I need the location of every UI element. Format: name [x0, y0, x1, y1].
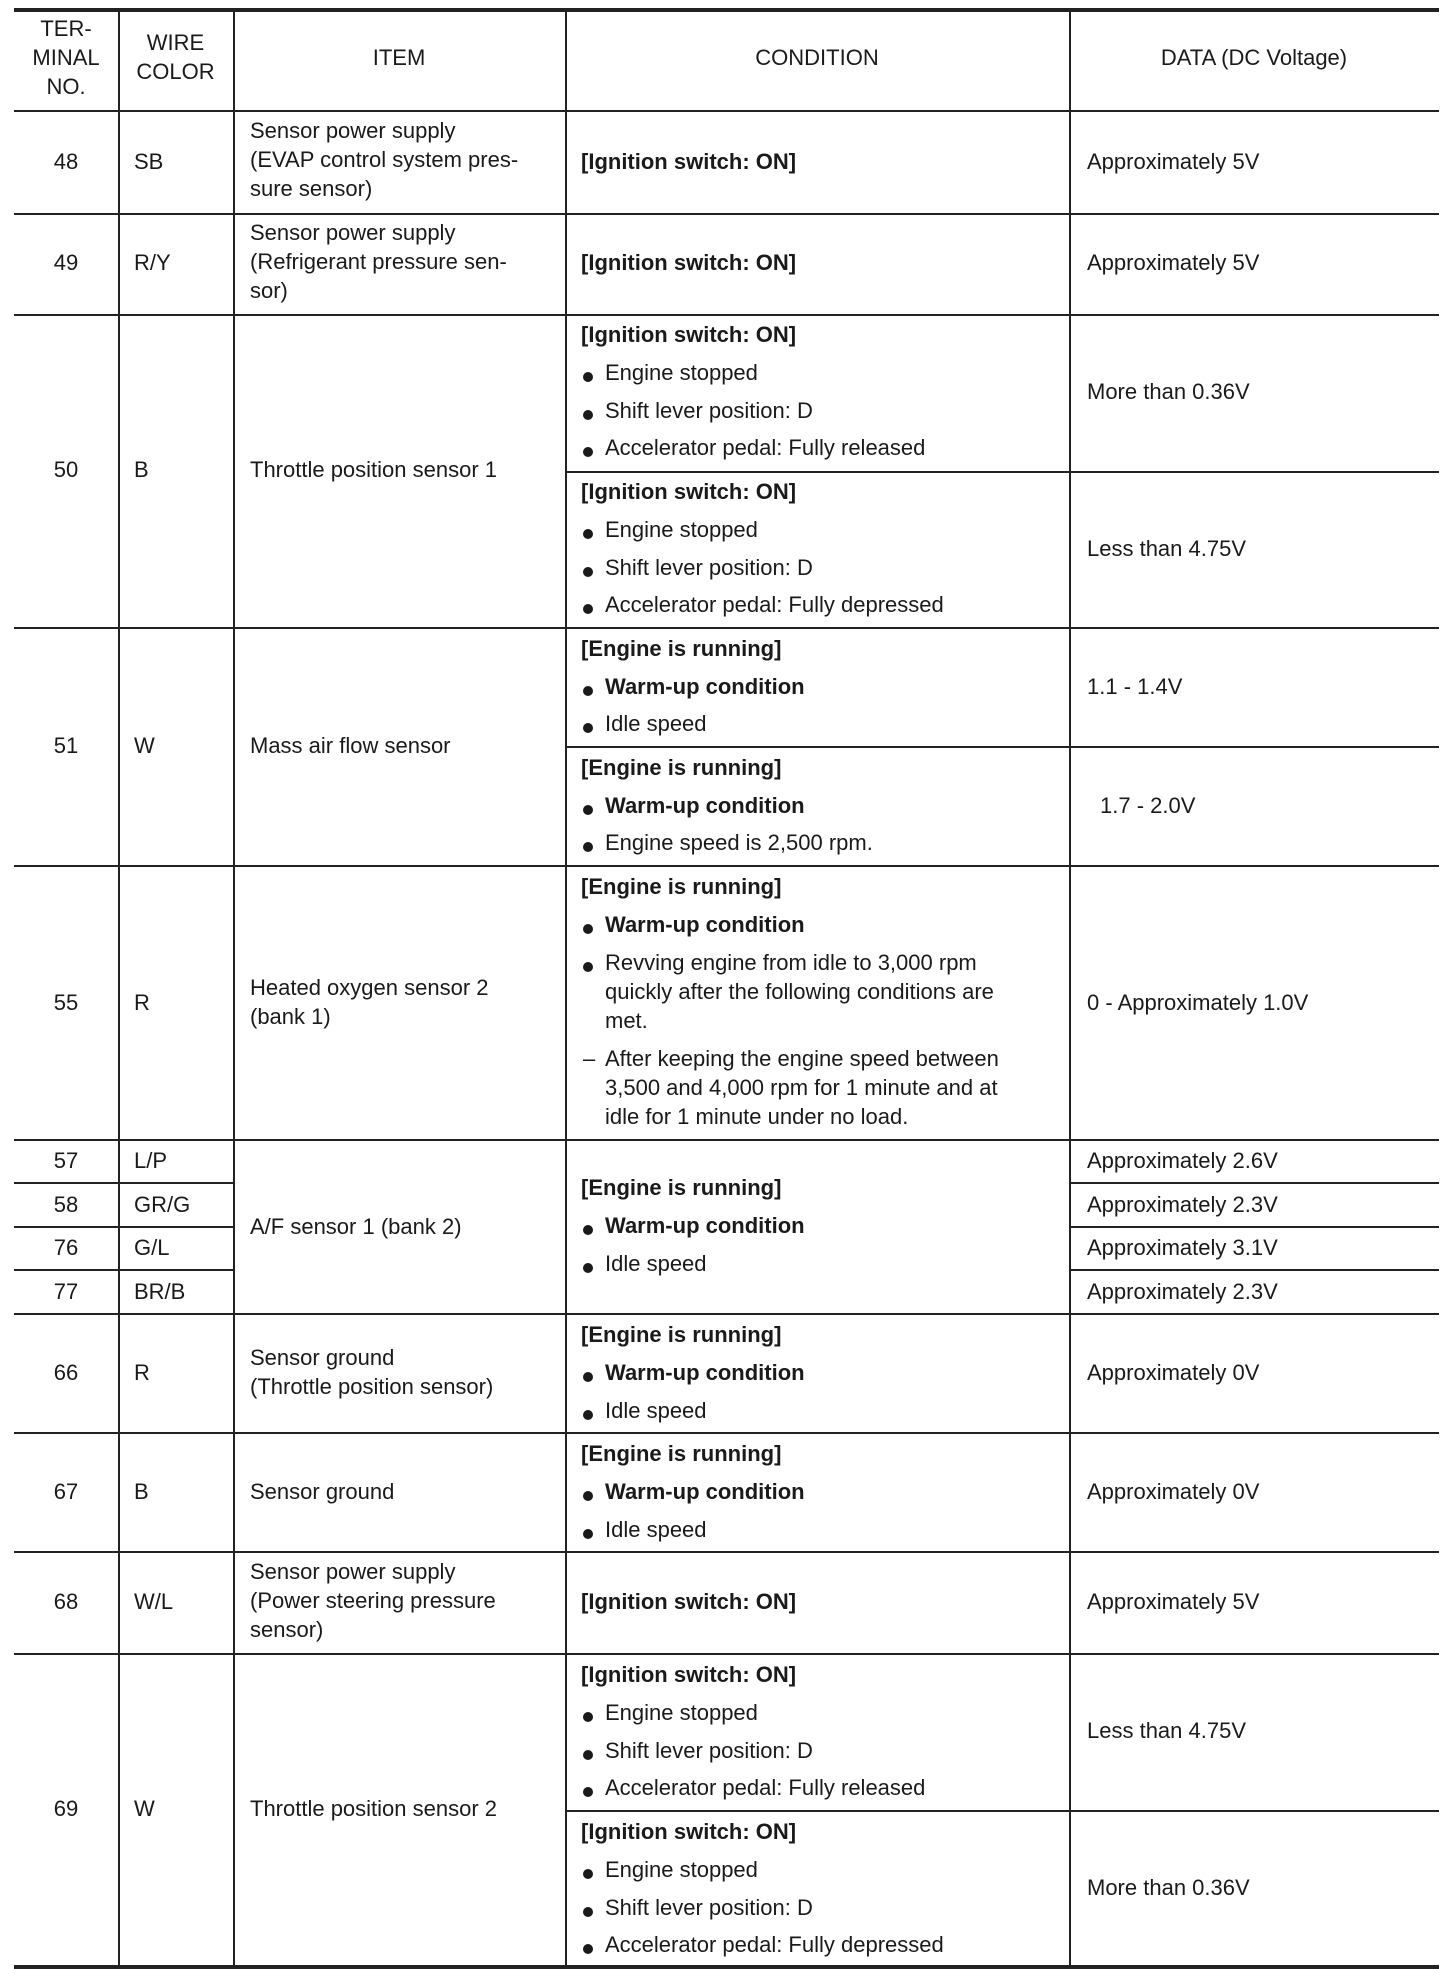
condition-heading: [Ignition switch: ON] — [581, 322, 797, 347]
item-text: Sensor power supply — [250, 220, 456, 245]
item-text: Throttle position sensor 1 — [250, 457, 498, 482]
condition-heading: [Engine is running] — [581, 1441, 782, 1466]
table-top-rule — [14, 8, 1439, 12]
bullet-icon — [583, 924, 593, 934]
item-text: sensor) — [250, 1617, 324, 1642]
row-rule — [14, 865, 1439, 867]
terminal-number: 67 — [53, 1479, 79, 1504]
bullet-icon — [583, 604, 593, 614]
bullet-icon — [583, 1263, 593, 1273]
bullet-icon — [583, 842, 593, 852]
terminal-number: 68 — [53, 1589, 79, 1614]
terminal-number: 48 — [53, 149, 79, 174]
item-text: Heated oxygen sensor 2 — [250, 975, 489, 1000]
wire-color: B — [134, 457, 149, 482]
item-text: Sensor power supply — [250, 118, 456, 143]
bullet-icon — [583, 1907, 593, 1917]
wire-color: R/Y — [134, 250, 171, 275]
terminal-number: 66 — [53, 1360, 79, 1385]
item-text: Sensor power supply — [250, 1559, 456, 1584]
condition-bullet: Engine speed is 2,500 rpm. — [605, 830, 873, 855]
voltage-value: Less than 4.75V — [1087, 1718, 1247, 1743]
condition-bullet: Warm-up condition — [605, 1213, 805, 1238]
condition-heading: [Engine is running] — [581, 636, 782, 661]
dash-icon: – — [583, 1046, 596, 1071]
column-rule — [1069, 10, 1071, 1965]
bullet-icon — [583, 567, 593, 577]
subrow-rule — [565, 471, 1439, 473]
voltage-value: More than 0.36V — [1087, 1875, 1250, 1900]
bullet-icon — [583, 1491, 593, 1501]
condition-heading: [Engine is running] — [581, 874, 782, 899]
condition-bullet: Warm-up condition — [605, 674, 805, 699]
condition-bullet: Shift lever position: D — [605, 398, 813, 423]
voltage-value: Approximately 2.6V — [1087, 1148, 1278, 1173]
header-item: ITEM — [372, 45, 426, 70]
subrow-rule — [565, 1810, 1439, 1812]
wire-color: W — [134, 1796, 155, 1821]
terminal-number: 55 — [53, 990, 79, 1015]
item-text: (EVAP control system pres- — [250, 147, 519, 172]
condition-bullet: Engine stopped — [605, 1857, 758, 1882]
voltage-value: 1.1 - 1.4V — [1087, 674, 1183, 699]
voltage-value: Approximately 3.1V — [1087, 1235, 1278, 1260]
row-rule — [14, 1551, 1439, 1553]
wire-color: GR/G — [134, 1192, 191, 1217]
condition-bullet: Warm-up condition — [605, 912, 805, 937]
voltage-value: Approximately 2.3V — [1087, 1279, 1278, 1304]
voltage-value: Approximately 5V — [1087, 250, 1260, 275]
voltage-value: Approximately 5V — [1087, 1589, 1260, 1614]
condition-subnote: After keeping the engine speed between — [605, 1046, 999, 1071]
header-rule — [14, 110, 1439, 112]
item-text: (Throttle position sensor) — [250, 1374, 494, 1399]
condition-bullet: Warm-up condition — [605, 1479, 805, 1504]
terminal-number: 49 — [53, 250, 79, 275]
condition-bullet: Engine stopped — [605, 1700, 758, 1725]
header-terminal-line: NO. — [46, 74, 86, 99]
terminal-number: 76 — [53, 1235, 79, 1260]
condition-bullet: Warm-up condition — [605, 1360, 805, 1385]
wire-color: W/L — [134, 1589, 174, 1614]
subrow-rule — [14, 1182, 233, 1184]
wire-color: G/L — [134, 1235, 170, 1260]
item-text: sor) — [250, 278, 288, 303]
condition-bullet-continued: met. — [605, 1008, 648, 1033]
bullet-icon — [583, 1372, 593, 1382]
wire-color: W — [134, 733, 155, 758]
item-text: Sensor ground — [250, 1345, 395, 1370]
condition-bullet-continued: quickly after the following conditions are — [605, 979, 994, 1004]
bullet-icon — [583, 1529, 593, 1539]
terminal-number: 50 — [53, 457, 79, 482]
condition-heading: [Engine is running] — [581, 1322, 782, 1347]
row-rule — [14, 1313, 1439, 1315]
voltage-value: 1.7 - 2.0V — [1100, 793, 1196, 818]
condition-bullet: Idle speed — [605, 711, 707, 736]
column-rule — [118, 10, 120, 1965]
terminal-number: 51 — [53, 733, 79, 758]
item-text: (Refrigerant pressure sen- — [250, 249, 507, 274]
wire-color: R — [134, 1360, 150, 1385]
voltage-value: Approximately 0V — [1087, 1360, 1260, 1385]
condition-bullet: Engine stopped — [605, 360, 758, 385]
row-rule — [14, 1432, 1439, 1434]
terminal-number: 57 — [53, 1148, 79, 1173]
bullet-icon — [583, 1944, 593, 1954]
subrow-rule — [1069, 1269, 1439, 1271]
subrow-rule — [1069, 1226, 1439, 1228]
header-terminal-line: TER- — [40, 16, 92, 41]
condition-bullet: Engine stopped — [605, 517, 758, 542]
condition-bullet: Accelerator pedal: Fully depressed — [605, 592, 944, 617]
item-text: Sensor ground — [250, 1479, 395, 1504]
wire-color: B — [134, 1479, 149, 1504]
item-text: Mass air flow sensor — [250, 733, 451, 758]
condition-bullet: Idle speed — [605, 1517, 707, 1542]
row-rule — [14, 314, 1439, 316]
subrow-rule — [14, 1226, 233, 1228]
header-condition: CONDITION — [755, 45, 879, 70]
bullet-icon — [583, 410, 593, 420]
condition-bullet: Accelerator pedal: Fully depressed — [605, 1932, 944, 1957]
subrow-rule — [1069, 1182, 1439, 1184]
wire-color: BR/B — [134, 1279, 186, 1304]
condition-bullet: Warm-up condition — [605, 793, 805, 818]
bullet-icon — [583, 723, 593, 733]
item-text: Throttle position sensor 2 — [250, 1796, 498, 1821]
bullet-icon — [583, 805, 593, 815]
bullet-icon — [583, 1712, 593, 1722]
voltage-value: More than 0.36V — [1087, 379, 1250, 404]
bullet-icon — [583, 962, 593, 972]
bullet-icon — [583, 1787, 593, 1797]
condition-subnote-continued: idle for 1 minute under no load. — [605, 1104, 909, 1129]
header-wire-line: COLOR — [136, 59, 215, 84]
header-terminal-line: MINAL — [32, 45, 100, 70]
condition-bullet: Revving engine from idle to 3,000 rpm — [605, 950, 977, 975]
condition-heading: [Ignition switch: ON] — [581, 1589, 797, 1614]
condition-heading: [Engine is running] — [581, 1175, 782, 1200]
wire-color: R — [134, 990, 150, 1015]
bullet-icon — [583, 1225, 593, 1235]
column-rule — [233, 10, 235, 1965]
voltage-value: 0 - Approximately 1.0V — [1087, 990, 1309, 1015]
terminal-number: 58 — [53, 1192, 79, 1217]
condition-heading: [Ignition switch: ON] — [581, 250, 797, 275]
item-text: (Power steering pressure — [250, 1588, 496, 1613]
item-text: A/F sensor 1 (bank 2) — [250, 1214, 462, 1239]
voltage-value: Approximately 0V — [1087, 1479, 1260, 1504]
condition-heading: [Ignition switch: ON] — [581, 1819, 797, 1844]
bullet-icon — [583, 686, 593, 696]
bullet-icon — [583, 1869, 593, 1879]
row-rule — [14, 627, 1439, 629]
bullet-icon — [583, 372, 593, 382]
condition-bullet: Shift lever position: D — [605, 1738, 813, 1763]
voltage-value: Approximately 2.3V — [1087, 1192, 1278, 1217]
terminal-number: 77 — [53, 1279, 79, 1304]
header-data: DATA (DC Voltage) — [1160, 45, 1348, 70]
terminal-number: 69 — [53, 1796, 79, 1821]
condition-heading: [Engine is running] — [581, 755, 782, 780]
condition-bullet: Idle speed — [605, 1251, 707, 1276]
wire-color: SB — [134, 149, 164, 174]
item-text: (bank 1) — [250, 1004, 331, 1029]
row-rule — [14, 1653, 1439, 1655]
condition-bullet: Shift lever position: D — [605, 1895, 813, 1920]
condition-bullet: Shift lever position: D — [605, 555, 813, 580]
condition-bullet: Idle speed — [605, 1398, 707, 1423]
subrow-rule — [14, 1269, 233, 1271]
subrow-rule — [565, 746, 1439, 748]
condition-heading: [Ignition switch: ON] — [581, 1662, 797, 1687]
voltage-value: Less than 4.75V — [1087, 536, 1247, 561]
bullet-icon — [583, 529, 593, 539]
row-rule — [14, 213, 1439, 215]
header-wire-line: WIRE — [146, 30, 205, 55]
voltage-value: Approximately 5V — [1087, 149, 1260, 174]
bullet-icon — [583, 1750, 593, 1760]
condition-bullet: Accelerator pedal: Fully released — [605, 435, 926, 460]
condition-heading: [Ignition switch: ON] — [581, 149, 797, 174]
wire-color: L/P — [134, 1148, 168, 1173]
condition-subnote-continued: 3,500 and 4,000 rpm for 1 minute and at — [605, 1075, 998, 1100]
item-text: sure sensor) — [250, 176, 373, 201]
condition-bullet: Accelerator pedal: Fully released — [605, 1775, 926, 1800]
bullet-icon — [583, 1410, 593, 1420]
bullet-icon — [583, 447, 593, 457]
condition-heading: [Ignition switch: ON] — [581, 479, 797, 504]
row-rule — [14, 1139, 1439, 1141]
column-rule — [565, 10, 567, 1965]
